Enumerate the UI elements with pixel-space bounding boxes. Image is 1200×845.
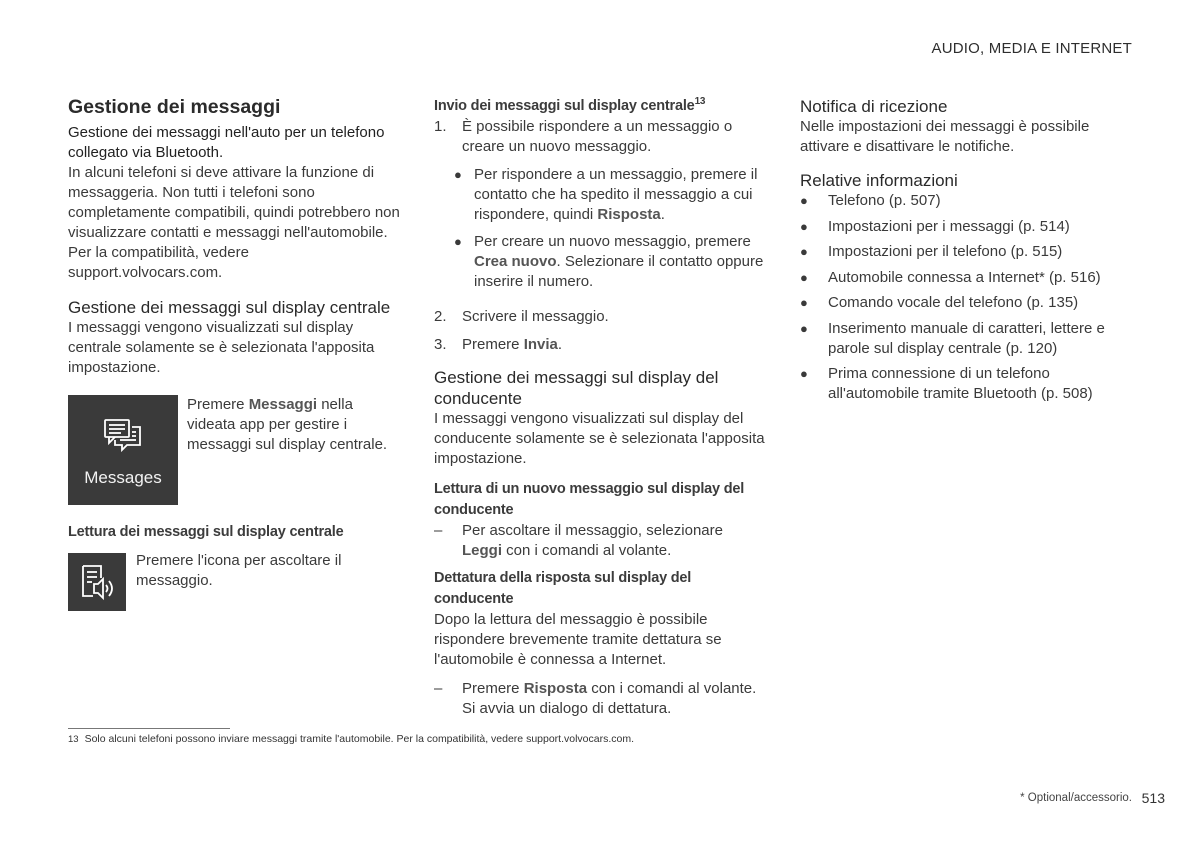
messages-keyword: Messaggi bbox=[248, 396, 318, 413]
footnote-number: 13 bbox=[68, 734, 79, 745]
related-link[interactable]: Impostazioni per i messaggi (p. 514) bbox=[828, 217, 1070, 235]
section-header: AUDIO, MEDIA E INTERNET bbox=[931, 40, 1132, 57]
heading-notification: Notifica di ricezione bbox=[800, 97, 948, 116]
messages-app-tile bbox=[68, 395, 178, 505]
related-link[interactable]: Impostazioni per il telefono (p. 515) bbox=[828, 243, 1063, 260]
list-item: ● Inserimento manuale di caratteri, lettere e parole sul display centrale (p. 120) bbox=[800, 319, 1135, 359]
messages-tile-label: Messages bbox=[84, 468, 162, 487]
messages-app-row bbox=[68, 395, 404, 505]
footnote-text: Solo alcuni telefoni possono inviare messaggi tramite l'automobile. Per la compatibilità, vedere support.volvocars.com. bbox=[84, 733, 635, 745]
read-aloud-icon bbox=[68, 553, 126, 611]
lead-text: Gestione dei messaggi nell'auto per un telefono collegato via Bluetooth. bbox=[68, 124, 385, 161]
dictation-text: Dopo la lettura del messaggio è possibile rispondere brevemente tramite dettatura se l'automobile è connessa a Internet. bbox=[434, 611, 722, 668]
chat-bubbles-icon bbox=[103, 418, 143, 456]
column-middle bbox=[434, 92, 766, 719]
center-display-text: I messaggi vengono visualizzati sul display centrale solamente se è selezionata l'apposita impostazione. bbox=[68, 319, 375, 376]
speak-row bbox=[68, 543, 404, 611]
related-link[interactable]: Automobile connessa a Internet* (p. 516) bbox=[828, 268, 1101, 286]
heading-dictation: Dettatura della risposta sul display del conducente bbox=[434, 570, 692, 607]
send-steps bbox=[434, 117, 766, 355]
column-right bbox=[800, 92, 1135, 410]
messages-press-text: Premere Messaggi nella videata app per gestire i messaggi sul display centrale. bbox=[187, 396, 388, 453]
step-1-options bbox=[454, 165, 766, 292]
footnote-ref: 13 bbox=[694, 96, 706, 108]
read-icon-text: Premere l'icona per ascoltare il messaggio. bbox=[136, 552, 342, 589]
heading-read-new: Lettura di un nuovo messaggio sul display del conducente bbox=[434, 481, 745, 518]
list-item: ● Telefono (p. 507) bbox=[800, 192, 941, 209]
step-1: 1. È possibile rispondere a un messaggio o creare un nuovo messaggio. ● Per rispondere a un messaggio, premere il contatto che ha spedito il messaggio a cui rispondere, quindi Risposta. ● Per creare un nuovo messaggio, premere Crea nuovo. Selezionare il contatto oppure inserire il numero. bbox=[434, 117, 766, 299]
notification-text: Nelle impostazioni dei messaggi è possibile attivare e disattivare le notifiche. bbox=[800, 118, 1090, 155]
list-item: ● Automobile connessa a Internet* (p. 516) bbox=[800, 268, 1101, 286]
read-new-item: – Per ascoltare il messaggio, selezionare Leggi con i comandi al volante. bbox=[434, 522, 723, 559]
list-item: ● Per rispondere a un messaggio, premere il contatto che ha spedito il messaggio a cui rispondere, quindi Risposta. bbox=[454, 166, 758, 223]
list-item: ● Prima connessione di un telefono all'automobile tramite Bluetooth (p. 508) bbox=[800, 364, 1135, 404]
footnote bbox=[68, 733, 634, 745]
page-number: 513 bbox=[1141, 790, 1165, 806]
footnote-divider bbox=[68, 728, 230, 729]
heading-read-center: Lettura dei messaggi sul display centrale bbox=[68, 524, 344, 540]
list-item: ● Per creare un nuovo messaggio, premere Crea nuovo. Selezionare il contatto oppure inserire il numero. bbox=[454, 233, 764, 290]
related-list bbox=[800, 191, 1135, 404]
intro-text: In alcuni telefoni si deve attivare la funzione di messaggeria. Non tutti i telefoni sono completamente compatibili, quindi potrebbero non visualizzare contatti e messaggi nell'automobile. Per la compatibilità, vedere support.volvocars.com. bbox=[68, 164, 400, 281]
driver-display-text: I messaggi vengono visualizzati sul display del conducente solamente se è selezionata l'apposita impostazione. bbox=[434, 410, 765, 467]
heading-send-center: Invio dei messaggi sul display centrale$^{13}$ bbox=[434, 96, 706, 114]
dictation-item: – Premere Risposta con i comandi al volante. Si avvia un dialogo di dettatura. bbox=[434, 680, 757, 717]
list-item: ● Comando vocale del telefono (p. 135) bbox=[800, 294, 1079, 311]
list-item: ● Impostazioni per i messaggi (p. 514) bbox=[800, 217, 1070, 235]
step-3: 3. Premere Invia. bbox=[434, 336, 563, 353]
related-link[interactable]: Telefono (p. 507) bbox=[828, 192, 941, 209]
heading-center-display: Gestione dei messaggi sul display centrale bbox=[68, 298, 391, 317]
step-2: 2. Scrivere il messaggio. bbox=[434, 308, 609, 325]
page-title: Gestione dei messaggi bbox=[68, 96, 281, 118]
list-item: ● Impostazioni per il telefono (p. 515) bbox=[800, 243, 1063, 260]
dash-icon: – bbox=[434, 522, 443, 539]
related-link[interactable]: Comando vocale del telefono (p. 135) bbox=[828, 294, 1079, 311]
bullet-icon: ● bbox=[454, 167, 462, 182]
column-left bbox=[68, 92, 404, 611]
bullet-icon: ● bbox=[454, 234, 462, 249]
related-link[interactable]: Inserimento manuale di caratteri, lettere e parole sul display centrale (p. 120) bbox=[828, 319, 1105, 357]
heading-related: Relative informazioni bbox=[800, 171, 958, 190]
heading-driver-display: Gestione dei messaggi sul display del conducente bbox=[434, 368, 719, 408]
optional-note: * Optional/accessorio. bbox=[1020, 792, 1132, 804]
related-link[interactable]: Prima connessione di un telefono all'automobile tramite Bluetooth (p. 508) bbox=[828, 365, 1093, 402]
dash-icon: – bbox=[434, 680, 443, 697]
